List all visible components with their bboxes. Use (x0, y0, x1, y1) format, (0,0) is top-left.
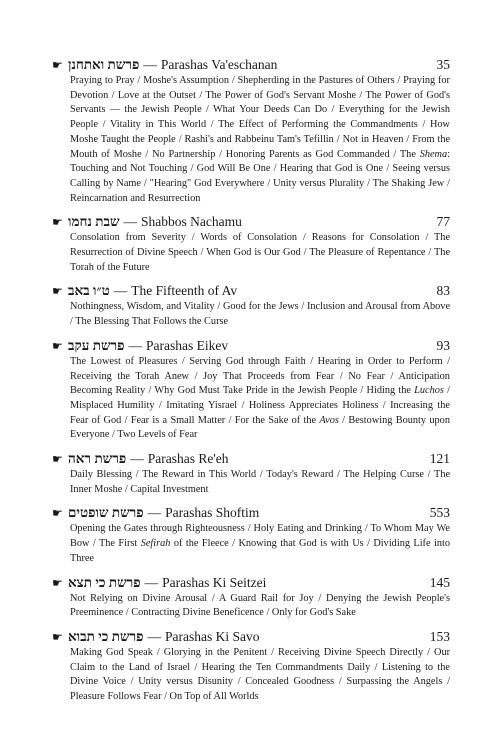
topic-item: Making God Speak (70, 646, 153, 658)
entry-title: Parashas Shoftim (165, 505, 260, 521)
topic-item: Not Relying on Divine Arousal (70, 592, 208, 604)
topic-item: Why God Must Take Pride in the Jewish People (154, 385, 358, 397)
topic-item: On Top of All Worlds (169, 691, 259, 703)
topic-item: Receiving Divine Speech Directly (278, 646, 424, 658)
topic-item: The Torah of the Future (70, 247, 451, 273)
toc-entry[interactable] (52, 504, 450, 566)
entry-heading[interactable] (52, 628, 450, 646)
topic-item: Love at the Outset (117, 89, 196, 101)
topic-item: For the Sake of the Avos (234, 414, 339, 426)
topic-item: Holiness Appreciates Holiness (248, 399, 379, 411)
topic-item: To Whom May We Bow (70, 523, 450, 550)
topic-item: Vitality in This World (109, 119, 207, 131)
topic-item: Reincarnation and Resurrection (70, 192, 201, 204)
dash: — (147, 628, 162, 644)
topic-item: Hearing in Order to Perform (317, 355, 443, 367)
toc-entry[interactable] (52, 450, 450, 497)
topic-item: Unity versus Disunity (138, 676, 233, 688)
toc-entry[interactable] (52, 574, 450, 621)
topic-item: "Hearing" God Everywhere (149, 177, 265, 189)
topic-item: Hearing that God is One (279, 163, 384, 175)
topic-item: The Shema: Touching and Not Touching (70, 148, 451, 175)
dash: — (144, 574, 159, 590)
topic-item: Denying the Jewish People's Preeminence (70, 592, 450, 619)
hebrew-title: ט״ו באב (68, 283, 110, 299)
topic-item: Knowing that God is with Us (238, 538, 364, 550)
entry-title: Parashas Eikev (146, 337, 229, 353)
hebrew-title: שבת נחמו (68, 214, 120, 230)
entry-title: Shabbos Nachamu (141, 214, 242, 230)
hebrew-title: פרשת ואתחנן (68, 57, 140, 72)
entry-heading[interactable] (52, 574, 450, 592)
entry-topics: Nothingness, Wisdom, and Vitality / Good for the Jews / Inclusion and Arousal from Above / The Blessing That Follows the Curse (70, 301, 451, 328)
entry-title: Parashas Ki Savo (165, 628, 260, 644)
entry-title: The Fifteenth of Av (131, 283, 238, 299)
topic-item: The First Sefirah of the Fleece (98, 538, 229, 550)
toc-entry[interactable] (52, 282, 450, 329)
topic-item: Dividing Life into Three (70, 538, 450, 564)
topic-item: Glorying in the Penitent (163, 646, 268, 658)
topic-item: The Blessing That Follows the Curse (75, 316, 229, 328)
topic-item: Receiving the Torah Anew (70, 370, 189, 382)
dash: — (113, 283, 128, 299)
hand-pointer-icon: ☛ (52, 338, 63, 353)
page-number: 553 (429, 505, 450, 521)
topic-item: Two Levels of Fear (117, 429, 198, 441)
entry-topics: Opening the Gates through Righteousness / Holy Eating and Drinking / To Whom May We Bow / The First Sefirah of the Fleece / Knowing that God is with Us / Dividing Life into Three (70, 523, 450, 564)
toc-entry[interactable] (52, 337, 450, 443)
topic-item: No Fear (348, 370, 385, 382)
topic-item: Our Claim to the Land of Israel (70, 646, 451, 673)
topic-item: A Guard Rail for Joy (218, 592, 314, 604)
topic-item: The Reward in This World (142, 469, 257, 481)
topic-item: From the Mouth of Moshe (70, 133, 451, 160)
entry-title: Parashas Ki Seitzei (162, 574, 267, 590)
topic-item: Anticipation Becoming Reality (70, 370, 450, 397)
entry-heading[interactable] (52, 337, 450, 355)
entry-topics: Making God Speak / Glorying in the Penitent / Receiving Divine Speech Directly / Our Claim to the Land of Israel / Hearing the Ten Commandments Daily / Listening to the Divine Voice / Unity versus Disunity / Concealed Goodness / Surpassing the Angels / Pleasure Follows Fear / On Top of All Worlds (70, 646, 451, 703)
topic-item: The Power of God's Servants — the Jewish People (70, 89, 450, 116)
entry-heading[interactable] (52, 213, 450, 231)
topic-item: Seeing versus Calling by Name (70, 163, 450, 189)
topic-item: The Pleasure of Repentance (309, 247, 426, 259)
topic-item: Everything for the Jewish People (70, 104, 451, 131)
topic-item: Capital Investment (130, 483, 209, 495)
dash: — (147, 505, 162, 521)
topic-item: Moshe's Assumption (143, 75, 229, 86)
topic-item: Increasing the Fear of God (70, 399, 450, 426)
topic-item: No Partnership (152, 148, 216, 160)
topic-item: The Inner Moshe (70, 469, 451, 495)
topic-item: The Helping Curse (343, 469, 424, 481)
topic-item: Nothingness, Wisdom, and Vitality (70, 301, 215, 313)
toc-entry[interactable] (52, 213, 450, 275)
topic-item: When God is Our God (206, 247, 301, 259)
topic-item: God Will Be One (196, 163, 271, 175)
hebrew-title: פרשת שופטים (68, 505, 144, 521)
hebrew-title: פרשת עקב (68, 337, 125, 353)
topic-item: Reasons for Consolation (311, 232, 420, 244)
hand-pointer-icon: ☛ (52, 284, 63, 299)
hebrew-title: פרשת כי תצא (68, 574, 141, 590)
page-number: 93 (436, 337, 450, 353)
topic-item: The Effect of Performing the Commandments (218, 119, 418, 131)
dash: — (143, 57, 157, 72)
entry-topics: Daily Blessing / The Reward in This World / Today's Reward / The Helping Curse / The Inner Moshe / Capital Investment (70, 469, 451, 495)
hebrew-title: פרשת כי תבוא (68, 628, 144, 644)
entry-topics: Consolation from Severity / Words of Consolation / Reasons for Consolation / The Resurrection of Divine Speech / When God is Our God / The Pleasure of Repentance / The Torah of the Future (70, 232, 451, 273)
topic-item: Not in Heaven (342, 133, 404, 145)
topic-item: Listening to the Divine Voice (70, 661, 451, 688)
hand-pointer-icon: ☛ (52, 58, 63, 72)
table-of-contents (52, 56, 450, 712)
entry-title: Parashas Va'eschanan (160, 57, 278, 72)
topic-item: Praying to Pray (70, 75, 135, 86)
topic-item: Hearing the Ten Commandments Daily (201, 661, 371, 673)
topic-item: What Your Deeds Can Do (212, 104, 328, 116)
page-number: 35 (436, 57, 450, 72)
hebrew-title: פרשת ראה (68, 451, 127, 467)
toc-entry[interactable] (52, 56, 450, 206)
topic-item: Honoring Parents as God Commanded (225, 148, 390, 160)
entry-heading[interactable] (52, 282, 450, 300)
topic-item: How Moshe Taught the People (70, 119, 450, 145)
page-number: 153 (429, 628, 450, 644)
topic-item: Opening the Gates through Righteousness (70, 523, 245, 535)
topic-item: Shepherding in the Pastures of Others (237, 75, 395, 86)
entry-heading[interactable] (52, 504, 450, 522)
dash: — (130, 451, 144, 467)
topic-item: Good for the Jews (222, 301, 299, 313)
topic-item: Rashi's and Rabbeinu Tam's Tefillin (184, 133, 334, 145)
topic-item: Words of Consolation (200, 232, 298, 244)
hand-pointer-icon: ☛ (52, 629, 63, 644)
dash: — (123, 214, 138, 230)
topic-item: Today's Reward (266, 469, 334, 481)
entry-heading[interactable] (52, 450, 450, 468)
topic-item: The Power of God's Servant Moshe (205, 89, 357, 101)
topic-item: The Lowest of Pleasures (70, 355, 178, 367)
hand-pointer-icon: ☛ (52, 506, 63, 521)
entry-topics: Praying to Pray / Moshe's Assumption / Shepherding in the Pastures of Others / Praying for Devotion / Love at the Outset / The Power of God's Servant Moshe / The Power of God's Servants — the Jewish People / What Your Deeds Can Do / Everything for the Jewish People / Vitality in This World / The Effect of Performing the Commandments / How Moshe Taught the People / Rashi's and Rabbeinu Tam's Tefillin / Not in Heaven / From the Mouth of Moshe / No Partnership / Honoring Parents as God Commanded / The Shema: Touching and Not Touching / God Will Be One / Hearing that God is One / Seeing versus Calling by Name / "Hearing" God Everywhere / Unity versus Plurality / The Shaking Jew / Reincarnation and Resurrection (70, 75, 451, 204)
entry-heading[interactable] (52, 56, 450, 74)
topic-item: Only for God's Sake (271, 607, 356, 619)
page-number: 77 (436, 214, 450, 230)
page-number: 145 (429, 574, 450, 590)
topic-item: Surpassing the Angels (346, 676, 443, 688)
topic-item: Serving God through Faith (189, 355, 306, 367)
toc-entry[interactable] (52, 628, 450, 705)
topic-item: Imitating Yisrael (166, 399, 238, 411)
topic-item: Contracting Divine Beneficence (131, 607, 264, 619)
hand-pointer-icon: ☛ (52, 575, 63, 590)
topic-item: Misplaced Humility (70, 399, 155, 411)
entry-topics: The Lowest of Pleasures / Serving God through Faith / Hearing in Order to Perform / Receiving the Torah Anew / Joy That Proceeds from Fear / No Fear / Anticipation Becoming Reality / Why God Must Take Pride in the Jewish People / Hiding the Luchos / Misplaced Humility / Imitating Yisrael / Holiness Appreciates Holiness / Increasing the Fear of God / Fear is a Small Matter / For the Sake of the Avos / Bestowing Bounty upon Everyone / Two Levels of Fear (70, 355, 451, 441)
page-number: 83 (436, 283, 450, 299)
topic-item: Pleasure Follows Fear (70, 691, 162, 703)
page-number: 121 (429, 451, 450, 467)
hand-pointer-icon: ☛ (52, 215, 63, 230)
hand-pointer-icon: ☛ (52, 452, 63, 467)
topic-item: The Shaking Jew (372, 177, 445, 189)
topic-item: Fear is a Small Matter (130, 414, 226, 426)
entry-title: Parashas Re'eh (147, 451, 229, 467)
topic-item: Concealed Goodness (245, 676, 335, 688)
dash: — (128, 337, 143, 353)
entry-topics: Not Relying on Divine Arousal / A Guard Rail for Joy / Denying the Jewish People's Preeminence / Contracting Divine Beneficence / Only for God's Sake (70, 592, 450, 619)
topic-item: Holy Eating and Drinking (253, 523, 362, 535)
topic-item: Praying for Devotion (70, 75, 450, 101)
topic-item: Consolation from Severity (70, 232, 186, 244)
topic-item: Daily Blessing (70, 469, 133, 481)
topic-item: Inclusion and Arousal from Above (306, 301, 451, 313)
topic-item: The Resurrection of Divine Speech (70, 232, 451, 259)
topic-item: Unity versus Plurality (273, 177, 365, 189)
topic-item: Hiding the Luchos (366, 385, 444, 397)
topic-item: Bestowing Bounty upon Everyone (70, 414, 450, 441)
topic-item: Joy That Proceeds from Fear (203, 370, 335, 382)
